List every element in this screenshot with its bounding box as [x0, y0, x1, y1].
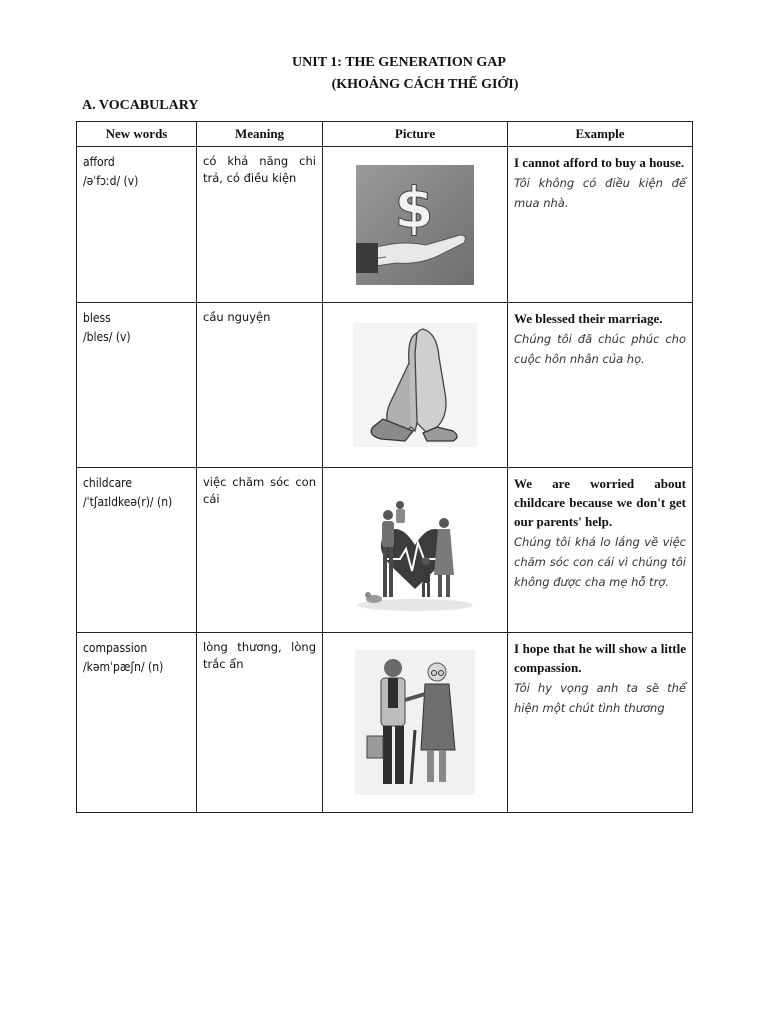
example-english: I cannot afford to buy a house.	[514, 155, 685, 170]
word: afford	[83, 155, 115, 169]
word-cell	[77, 633, 197, 813]
money-in-hand-icon	[356, 165, 474, 285]
word: compassion	[83, 641, 148, 655]
word: bless	[83, 311, 111, 325]
phonetic: /əˈfɔːd/ (v)	[83, 174, 139, 188]
example-cell	[508, 633, 693, 813]
header-example: Example	[508, 122, 693, 147]
picture-cell	[323, 633, 508, 813]
example-cell	[508, 468, 693, 633]
picture-cell	[323, 303, 508, 468]
family-heart-icon	[350, 485, 480, 615]
header-picture: Picture	[323, 122, 508, 147]
meaning-cell: cầu nguyện	[197, 303, 323, 468]
praying-hands-icon	[353, 323, 477, 447]
example-vietnamese: Chúng tôi đã chúc phúc cho cuộc hôn nhân của họ.	[514, 332, 686, 366]
table-row	[77, 633, 693, 813]
header-meaning: Meaning	[197, 122, 323, 147]
table-row	[77, 303, 693, 468]
svg-text:$: $	[394, 175, 434, 241]
word: childcare	[83, 476, 133, 490]
section-heading: A. VOCABULARY	[82, 98, 199, 113]
example-cell	[508, 147, 693, 303]
helping-elderly-icon	[355, 650, 475, 795]
meaning-cell: việc chăm sóc con cái	[197, 468, 323, 633]
picture-cell	[323, 147, 508, 303]
picture-cell	[323, 468, 508, 633]
example-vietnamese: Tôi hy vọng anh ta sẽ thể hiện một chút tình thương	[514, 681, 686, 715]
example-english: We are worried about childcare because we don't get our parents' help.	[514, 476, 686, 529]
example-cell	[508, 303, 693, 468]
meaning-cell: lòng thương, lòng trắc ẩn	[197, 633, 323, 813]
phonetic: /kəmˈpæʃn/ (n)	[83, 660, 164, 674]
word-cell	[77, 147, 197, 303]
vocabulary-table	[76, 121, 693, 813]
example-vietnamese: Tôi không có điều kiện để mua nhà.	[514, 176, 686, 210]
example-english: We blessed their marriage.	[514, 311, 663, 326]
header-new-words: New words	[77, 122, 197, 147]
example-vietnamese: Chúng tôi khá lo lắng về việc chăm sóc con cái vì chúng tôi không được cha mẹ hỗ trợ.	[514, 535, 686, 589]
word-cell	[77, 468, 197, 633]
phonetic: /bles/ (v)	[83, 330, 131, 344]
document-subtitle: (KHOẢNG CÁCH THẾ GIỚI)	[331, 77, 519, 92]
phonetic: /ˈtʃaɪldkeə(r)/ (n)	[83, 495, 173, 509]
table-header-row	[77, 122, 693, 147]
meaning-cell: có khả năng chi trả, có điều kiện	[197, 147, 323, 303]
word-cell	[77, 303, 197, 468]
document-title: UNIT 1: THE GENERATION GAP	[292, 55, 506, 70]
example-english: I hope that he will show a little compassion.	[514, 641, 686, 675]
table-row	[77, 147, 693, 303]
table-row	[77, 468, 693, 633]
